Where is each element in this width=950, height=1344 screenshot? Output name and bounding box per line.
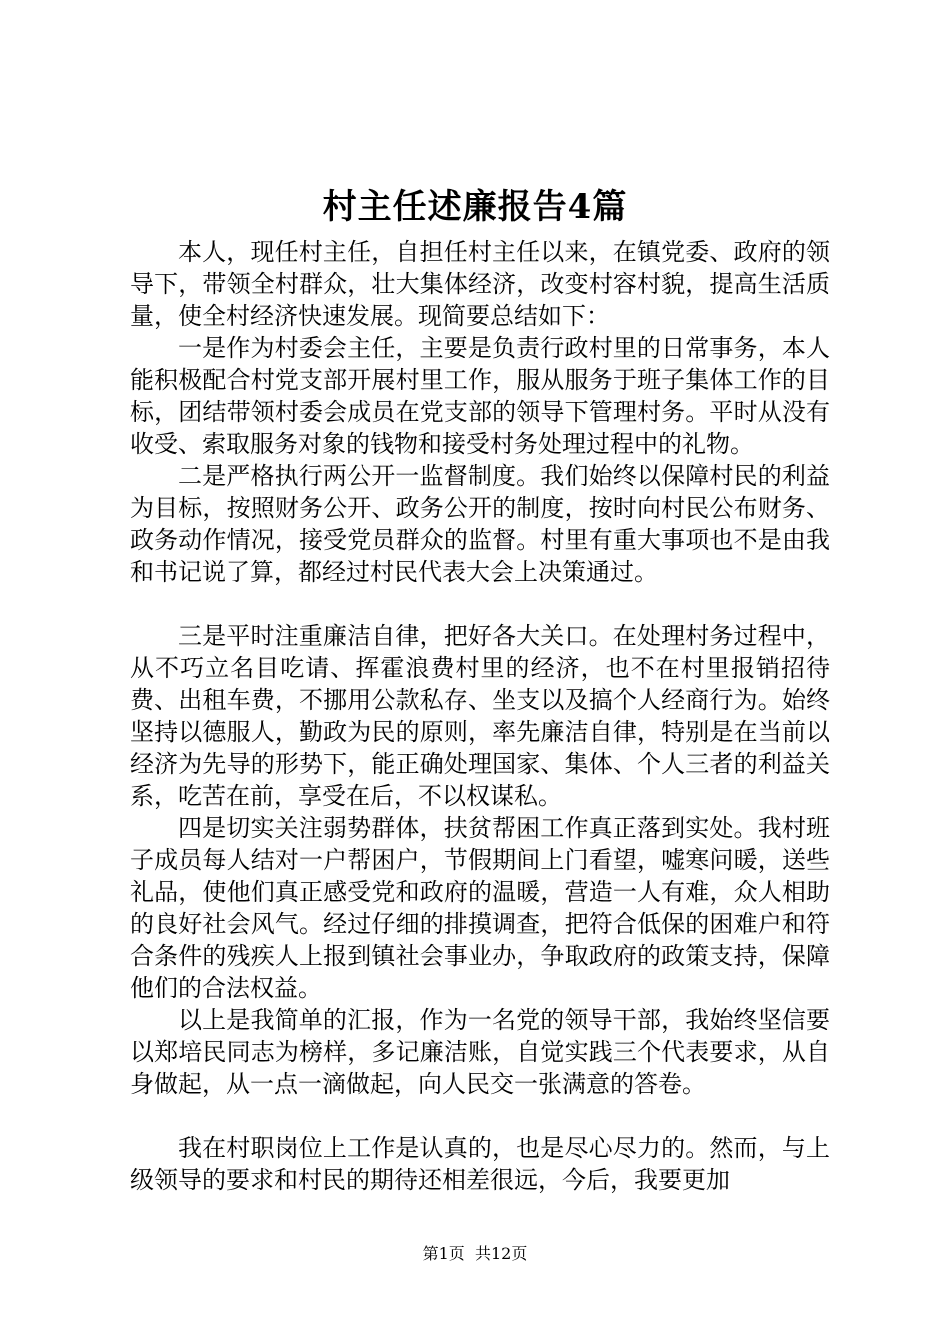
paragraph-intro: 本人，现任村主任，自担任村主任以来，在镇党委、政府的领导下，带领全村群众，壮大集体经济，改变村容村貌，提高生活质量，使全村经济快速发展。现简要总结如下： (130, 238, 830, 330)
document-title: 村主任述廉报告4篇 (322, 187, 628, 227)
paragraph-point-one: 一是作为村委会主任，主要是负责行政村里的日常事务，本人能积极配合村党支部开展村里工作，服从服务于班子集体工作的目标，团结带领村委会成员在党支部的领导下管理村务。平时从没有收受、索取服务对象的钱物和接受村务处理过程中的礼物。 (130, 334, 830, 458)
page-total: 共12页 (474, 1244, 528, 1263)
page-number: 第1页 (422, 1244, 465, 1263)
paragraph-point-two: 二是严格执行两公开一监督制度。我们始终以保障村民的利益为目标，按照财务公开、政务公开的制度，按时向村民公布财务、政务动作情况，接受党员群众的监督。村里有重大事项也不是由我和书记说了算，都经过村民代表大会上决策通过。 (130, 462, 830, 586)
paragraph-point-three: 三是平时注重廉洁自律，把好各大关口。在处理村务过程中，从不巧立名目吃请、挥霍浪费村里的经济，也不在村里报销招待费、出租车费，不挪用公款私存、坐支以及搞个人经商行为。始终坚持以德服人，勤政为民的原则，率先廉洁自律，特别是在当前以经济为先导的形势下，能正确处理国家、集体、个人三者的利益关系，吃苦在前，享受在后，不以权谋私。 (130, 622, 830, 810)
paragraph-closing: 我在村职岗位上工作是认真的，也是尽心尽力的。然而，与上级领导的要求和村民的期待还相差很远，今后，我要更加 (130, 1134, 830, 1194)
footer-spacer (465, 1244, 475, 1263)
page-footer (0, 1243, 950, 1265)
paragraph-point-four: 四是切实关注弱势群体，扶贫帮困工作真正落到实处。我村班子成员每人结对一户帮困户，节假期间上门看望，嘘寒问暖，送些礼品，使他们真正感受党和政府的温暖，营造一人有难，众人相助的良好社会风气。经过仔细的排摸调查，把符合低保的困难户和符合条件的残疾人上报到镇社会事业办，争取政府的政策支持，保障他们的合法权益。 (130, 814, 830, 1002)
paragraph-summary: 以上是我简单的汇报，作为一名党的领导干部，我始终坚信要以郑培民同志为榜样，多记廉洁账，自觉实践三个代表要求，从自身做起，从一点一滴做起，向人民交一张满意的答卷。 (130, 1006, 830, 1098)
document-body (130, 236, 830, 1196)
